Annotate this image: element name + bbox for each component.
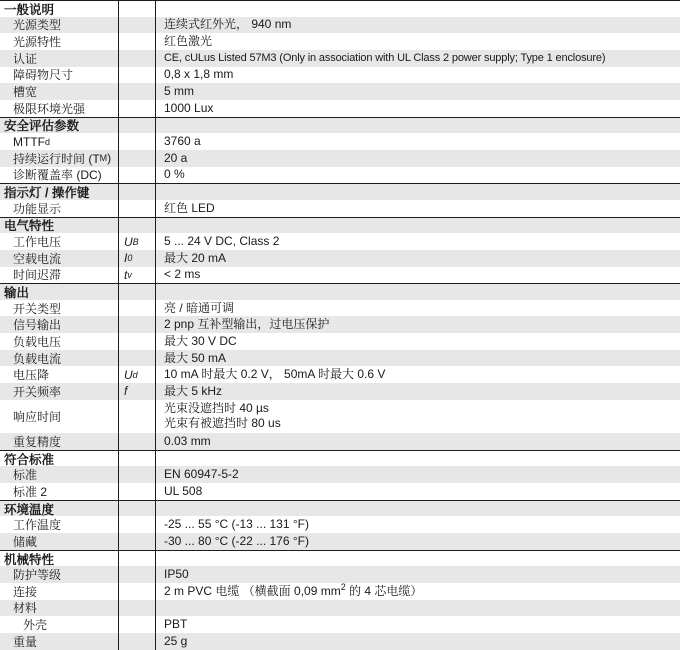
spec-label: 标准 2	[13, 484, 48, 499]
spec-value	[155, 366, 680, 383]
spec-value-line: 光束没遮挡时 40 µs	[164, 401, 269, 416]
spec-row	[0, 83, 680, 100]
spec-symbol: I 0	[118, 250, 155, 267]
spec-symbol	[118, 583, 155, 600]
spec-label: 负载电流	[13, 351, 62, 366]
spec-symbol	[118, 118, 155, 134]
spec-value	[155, 316, 680, 333]
spec-value	[155, 533, 680, 550]
spec-symbol: U d	[118, 366, 155, 383]
spec-label: 光源特性	[13, 35, 62, 50]
spec-label: 重量	[13, 634, 38, 649]
spec-row	[0, 300, 680, 317]
spec-symbol	[118, 83, 155, 100]
spec-row	[0, 267, 680, 284]
spec-row	[0, 133, 680, 150]
spec-value	[155, 300, 680, 317]
spec-symbol: U B	[118, 233, 155, 250]
section-title: 输出	[4, 285, 30, 300]
spec-value-line: 红色激光	[164, 34, 213, 49]
spec-row	[0, 533, 680, 550]
spec-symbol	[118, 451, 155, 467]
spec-row	[0, 383, 680, 400]
spec-row	[0, 466, 680, 483]
spec-value	[155, 383, 680, 400]
spec-value-line: 25 g	[164, 633, 188, 648]
spec-row	[0, 516, 680, 533]
spec-value	[155, 83, 680, 100]
spec-symbol	[118, 600, 155, 617]
spec-value-line: 最大 20 mA	[164, 250, 227, 265]
spec-symbol	[118, 50, 155, 67]
spec-symbol	[118, 184, 155, 200]
spec-label: 障碍物尺寸	[13, 68, 74, 83]
spec-value-line: -25 ... 55 °C (-13 ... 131 °F)	[164, 517, 309, 532]
spec-value-line: < 2 ms	[164, 267, 201, 282]
spec-value-line: 亮 / 暗通可调	[164, 300, 235, 315]
spec-row	[0, 167, 680, 184]
spec-value	[155, 33, 680, 50]
spec-symbol	[118, 218, 155, 234]
spec-symbol	[118, 67, 155, 84]
spec-label: 空载电流	[13, 251, 62, 266]
spec-symbol	[118, 633, 155, 650]
spec-value	[155, 50, 680, 67]
spec-label: 材料	[13, 601, 38, 616]
spec-row	[0, 250, 680, 267]
spec-symbol	[118, 483, 155, 500]
spec-row	[0, 433, 680, 450]
spec-value	[155, 501, 680, 517]
spec-label: 储藏	[13, 534, 38, 549]
spec-value	[155, 350, 680, 367]
spec-label: 诊断覆盖率 (DC)	[13, 168, 102, 183]
section-title: 安全评估参数	[4, 119, 80, 134]
spec-row	[0, 316, 680, 333]
spec-value	[155, 150, 680, 167]
spec-symbol	[118, 350, 155, 367]
section-header-row	[0, 550, 680, 567]
spec-value-line: 1000 Lux	[164, 100, 214, 115]
spec-value-line: CE, cULus Listed 57M3 (Only in association with UL Class 2 power supply; Type 1 enclosure)	[164, 51, 606, 64]
spec-row	[0, 566, 680, 583]
spec-value	[155, 133, 680, 150]
spec-symbol	[118, 533, 155, 550]
spec-symbol	[118, 33, 155, 50]
spec-label: 响应时间	[13, 409, 62, 424]
spec-label: 连接	[13, 584, 38, 599]
spec-value-line: 连续式红外光， 940 nm	[164, 17, 292, 32]
spec-value	[155, 466, 680, 483]
spec-label: 开关类型	[13, 301, 62, 316]
spec-symbol	[118, 1, 155, 17]
spec-value-line: 5 mm	[164, 84, 194, 99]
spec-symbol	[118, 616, 155, 633]
spec-label: 槽宽	[13, 85, 38, 100]
spec-row	[0, 67, 680, 84]
spec-label: 认证	[13, 51, 38, 66]
spec-symbol	[118, 17, 155, 34]
spec-row	[0, 333, 680, 350]
spec-value	[155, 118, 680, 134]
spec-symbol	[118, 167, 155, 184]
spec-value	[155, 218, 680, 234]
spec-value	[155, 516, 680, 533]
spec-label: 光源类型	[13, 18, 62, 33]
spec-symbol: t v	[118, 267, 155, 284]
spec-value-line: 5 ... 24 V DC, Class 2	[164, 234, 280, 249]
spec-label: 开关频率	[13, 384, 62, 399]
spec-row	[0, 233, 680, 250]
spec-value-line: 最大 5 kHz	[164, 383, 223, 398]
spec-value-line: IP50	[164, 567, 189, 582]
spec-value	[155, 17, 680, 34]
spec-value-line: 10 mA 时最大 0.2 V， 50mA 时最大 0.6 V	[164, 367, 386, 382]
spec-value	[155, 167, 680, 184]
spec-value-line: 最大 50 mA	[164, 350, 227, 365]
spec-value	[155, 483, 680, 500]
spec-row	[0, 150, 680, 167]
spec-value-line: 红色 LED	[164, 200, 215, 215]
spec-value-line: 2 pnp 互补型输出，过电压保护	[164, 317, 330, 332]
section-title: 一般说明	[4, 2, 55, 17]
spec-value	[155, 566, 680, 583]
spec-value-line: 最大 30 V DC	[164, 333, 237, 348]
spec-symbol	[118, 333, 155, 350]
spec-value	[155, 433, 680, 450]
section-header-row	[0, 450, 680, 467]
spec-symbol	[118, 501, 155, 517]
spec-value-line: 0,8 x 1,8 mm	[164, 67, 234, 82]
spec-label: 极限环境光强	[13, 101, 86, 116]
section-title: 环境温度	[4, 502, 55, 517]
spec-symbol	[118, 551, 155, 567]
spec-label: 电压降	[13, 368, 50, 383]
section-header-row	[0, 500, 680, 517]
spec-symbol	[118, 284, 155, 300]
spec-value	[155, 451, 680, 467]
spec-symbol	[118, 516, 155, 533]
spec-value-line: UL 508	[164, 483, 203, 498]
section-title: 指示灯 / 操作键	[4, 186, 90, 200]
section-title: 电气特性	[4, 219, 55, 234]
spec-row	[0, 33, 680, 50]
spec-value	[155, 400, 680, 433]
spec-value-line: 0.03 mm	[164, 433, 211, 448]
spec-value	[155, 284, 680, 300]
spec-symbol	[118, 566, 155, 583]
spec-label: MTTF d	[13, 134, 51, 149]
spec-symbol	[118, 133, 155, 150]
spec-row	[0, 100, 680, 117]
spec-label: 标准	[13, 468, 38, 483]
spec-value	[155, 267, 680, 284]
spec-value	[155, 551, 680, 567]
spec-value	[155, 333, 680, 350]
spec-label: 信号输出	[13, 318, 62, 333]
spec-value	[155, 616, 680, 633]
spec-row	[0, 50, 680, 67]
spec-row	[0, 483, 680, 500]
spec-value-line: -30 ... 80 °C (-22 ... 176 °F)	[164, 533, 309, 548]
spec-label: 工作电压	[13, 235, 62, 250]
spec-symbol	[118, 100, 155, 117]
spec-value-line: 0 %	[164, 167, 185, 182]
spec-value	[155, 633, 680, 650]
spec-symbol	[118, 466, 155, 483]
spec-value	[155, 184, 680, 200]
section-header-row	[0, 217, 680, 234]
spec-symbol	[118, 300, 155, 317]
spec-value	[155, 1, 680, 17]
spec-value-line: 2 m PVC 电缆 （横截面 0,09 $mm^2$ 的 4 芯电缆）	[164, 582, 423, 598]
spec-value	[155, 67, 680, 84]
spec-row	[0, 17, 680, 34]
spec-label: 持续运行时间 (T M )	[13, 151, 112, 166]
section-title: 符合标准	[4, 452, 55, 467]
section-title: 机械特性	[4, 552, 55, 567]
spec-value	[155, 233, 680, 250]
spec-row	[0, 200, 680, 217]
spec-symbol: f	[118, 383, 155, 400]
spec-value-line: PBT	[164, 617, 188, 632]
spec-label: 负载电压	[13, 334, 62, 349]
spec-value	[155, 200, 680, 217]
spec-label: 重复精度	[13, 434, 62, 449]
spec-row	[0, 350, 680, 367]
spec-symbol	[118, 316, 155, 333]
spec-row	[0, 600, 680, 617]
spec-label: 功能显示	[13, 201, 62, 216]
spec-value-line: 3760 a	[164, 134, 201, 149]
spec-value	[155, 583, 680, 600]
spec-symbol	[118, 400, 155, 433]
spec-label: 工作温度	[13, 518, 62, 533]
spec-value-line: EN 60947-5-2	[164, 467, 239, 482]
spec-symbol	[118, 150, 155, 167]
spec-symbol	[118, 200, 155, 217]
spec-row	[0, 633, 680, 650]
spec-label: 外壳	[23, 618, 48, 633]
spec-row	[0, 616, 680, 633]
section-header-row	[0, 283, 680, 300]
spec-row	[0, 400, 680, 433]
spec-row	[0, 583, 680, 600]
spec-value	[155, 100, 680, 117]
spec-label: 时间迟滞	[13, 268, 62, 283]
spec-label: 防护等级	[13, 568, 62, 583]
spec-row	[0, 366, 680, 383]
spec-symbol	[118, 433, 155, 450]
spec-value-line: 光束有被遮挡时 80 us	[164, 416, 281, 431]
section-header-row	[0, 183, 680, 200]
section-header-row	[0, 117, 680, 134]
section-header-row	[0, 0, 680, 17]
spec-value	[155, 250, 680, 267]
spec-value	[155, 600, 680, 617]
spec-value-line: 20 a	[164, 150, 188, 165]
